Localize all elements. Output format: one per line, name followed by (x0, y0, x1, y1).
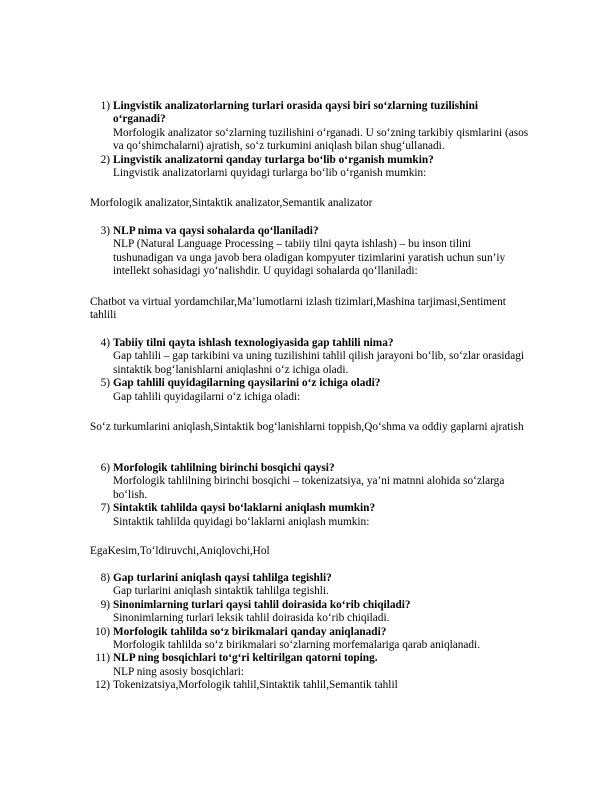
answer-text: Morfologik tahlilning birinchi bosqichi – tokenizatsiya, ya’ni matnni alohida so‘zlarga bo‘lish. (113, 475, 505, 501)
answer-text: NLP (Natural Language Processing – tabiiy tilni qayta ishlash) – bu inson tilini tushunadigan va unga javob bera oladigan kompyuter tizimlarini yaratish uchun sun’iy intellekt sohasidagi yo‘nalishdir. U quyidagi sohalarda qo‘llaniladi: (113, 238, 506, 278)
item-number: 3) (100, 225, 110, 237)
item-number: 10) (94, 625, 110, 638)
list-item (0, 572, 612, 599)
item-number: 6) (100, 462, 110, 474)
answer-text: Tokenizatsiya,Morfologik tahlil,Sintaktik tahlil,Semantik tahlil (113, 679, 398, 692)
paragraph-nlp-areas: Chatbot va virtual yordamchilar,Ma’lumotlarni izlash tizimlari,Mashina tarjimasi,Sentiment tahlili (90, 296, 506, 322)
paragraph-sentence-analysis: So‘z turkumlarini aniqlash,Sintaktik bog‘lanishlarni toppish,Qo‘shma va oddiy gaplarni ajratish (90, 421, 524, 433)
qa-list-part-5 (0, 572, 612, 693)
list-item (0, 502, 612, 529)
question-text: NLP nima va qaysi sohalarda qo‘llaniladi? (113, 225, 319, 237)
answer-text: Gap turlarini aniqlash sintaktik tahlilga tegishli. (113, 585, 329, 598)
item-number: 2) (100, 153, 110, 166)
item-number: 5) (100, 377, 110, 390)
question-text: Sinonimlarning turlari qaysi tahlil doirasida ko‘rib chiqiladi? (113, 598, 411, 611)
answer-text: Morfologik analizator so‘zlarning tuzilishini o‘rganadi. U so‘zning tarkibiy qismlarini (asos va qo‘shimchalarni) ajratish, so‘z turkumini aniqlash bilan shug‘ullanadi. (113, 126, 529, 153)
list-item (0, 679, 612, 692)
qa-list-part-4 (0, 462, 612, 529)
list-item (0, 100, 612, 154)
list-item (0, 626, 612, 653)
qa-list-part-1 (0, 100, 612, 180)
item-number: 7) (100, 502, 110, 515)
question-text: Sintaktik tahlilda qaysi bo‘laklarni aniqlash mumkin? (113, 502, 376, 515)
question-text: Lingvistik analizatorlarning turlari orasida qaysi biri so‘zlarning tuzilishini o‘rganadi? (113, 100, 478, 126)
item-number: 9) (100, 598, 110, 611)
item-number: 1) (100, 100, 110, 112)
item-number: 11) (95, 652, 110, 665)
answer-text: NLP ning asosiy bosqichlari: (113, 665, 245, 678)
question-text: Morfologik tahlilning birinchi bosqichi qaysi? (113, 462, 335, 474)
list-item (0, 337, 612, 377)
list-item (0, 462, 612, 502)
list-item (0, 652, 612, 679)
list-item (0, 599, 612, 626)
item-number: 4) (100, 337, 110, 349)
answer-text: Sintaktik tahlilda quyidagi bo‘laklarni aniqlash mumkin: (113, 515, 370, 528)
paragraph-analyzers: Morfologik analizator,Sintaktik analizator,Semantik analizator (90, 197, 373, 209)
question-text: Tabiiy tilni qayta ishlash texnologiyasida gap tahlili nima? (113, 337, 394, 349)
paragraph-sentence-parts: EgaKesim,To‘ldiruvchi,Aniqlovchi,Hol (90, 545, 270, 557)
item-number: 8) (100, 572, 110, 584)
question-text: Lingvistik analizatorni qanday turlarga bo‘lib o‘rganish mumkin? (113, 153, 434, 166)
list-item (0, 377, 612, 404)
item-number: 12) (94, 679, 110, 692)
qa-list-part-2 (0, 225, 612, 279)
answer-text: Morfologik tahlilda so‘z birikmalari so‘zlarning morfemalariga qarab aniqlanadi. (113, 639, 481, 652)
list-item (0, 154, 612, 181)
answer-text: Gap tahlili quyidagilarni o‘z ichiga oladi: (113, 390, 301, 403)
question-text: NLP ning bosqichlari to‘g‘ri keltirilgan qatorni toping. (113, 652, 378, 665)
question-text: Gap turlarini aniqlash qaysi tahlilga tegishli? (113, 572, 332, 584)
question-text: Gap tahlili quyidagilarning qaysilarini o‘z ichiga oladi? (113, 377, 381, 390)
qa-list-part-3 (0, 337, 612, 404)
answer-text: Gap tahlili – gap tarkibini va uning tuzilishini tahlil qilish jarayoni bo‘lib, so‘zlar orasidagi sintaktik bog‘lanishlarni aniqlashni o‘z ichiga oladi. (113, 350, 525, 376)
list-item (0, 225, 612, 279)
answer-text: Lingvistik analizatorlarni quyidagi turlarga bo‘lib o‘rganish mumkin: (113, 167, 427, 180)
question-text: Morfologik tahlilda so‘z birikmalari qanday aniqlanadi? (113, 625, 387, 638)
answer-text: Sinonimlarning turlari leksik tahlil doirasida ko‘rib chiqiladi. (113, 612, 390, 625)
